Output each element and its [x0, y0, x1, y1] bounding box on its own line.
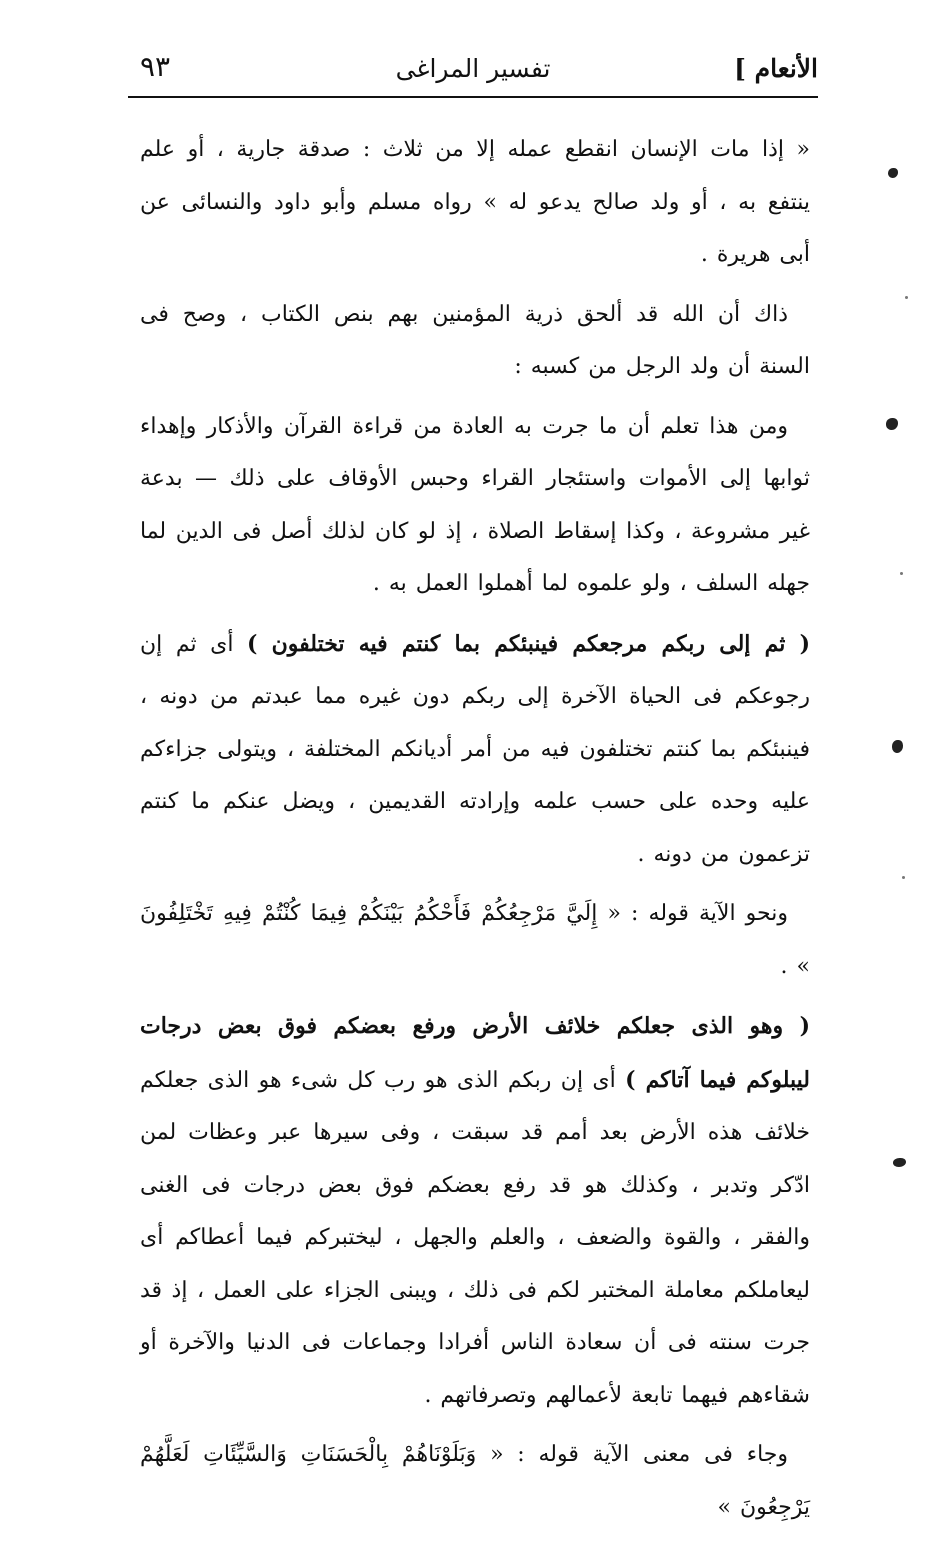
scan-dot — [902, 876, 905, 879]
header-divider — [128, 96, 818, 98]
paragraph-text: وجاء فى معنى الآية قوله : « وَبَلَوْنَاهُمْ بِالْحَسَنَاتِ وَالسَّيِّئَاتِ لَعَلَّهُمْ يَرْجِعُونَ » — [140, 1442, 810, 1520]
paragraph-text: أى إن ربكم الذى هو رب كل شىء هو الذى جعلكم خلائف هذه الأرض بعد أمم قد سبقت ، وفى سيرها عبر وعظات لمن ادّكر وتدبر ، وكذلك هو قد رفع بعضكم فوق بعض درجات فى الغنى والفقر ، والقوة والضعف ، والعلم والجهل ، ليختبركم فيما أعطاكم أى ليعاملكم معاملة المختبر لكم فى ذلك ، ويبنى الجزاء على العمل ، إذ قد جرت سنته فى أن سعادة الناس أفرادا وجماعات فى الدنيا والآخرة أو شقاءهم فيهما تابعة لأعمالهم وتصرفاتهم . — [140, 1067, 810, 1408]
paragraph-innovation — [140, 401, 810, 611]
paragraph-text: أى ثم إن رجوعكم فى الحياة الآخرة إلى ربكم دون غيره مما عبدتم من دونه ، فينبئكم بما كنتم تختلفون فيه من أمر أديانكم المختلفة ، ويتولى جزاءكم عليه وحده على حسب علمه وإرادته القديمين ، ويضل عنكم ما كنتم تزعمون من دونه . — [140, 631, 810, 867]
page-header — [128, 48, 818, 92]
quoted-verse: ( ثم إلى ربكم مرجعكم فينبئكم بما كنتم فيه تختلفون ) — [247, 630, 810, 657]
page-body — [140, 124, 810, 1541]
book-title: تفسير المراغى — [395, 54, 551, 83]
scan-dot — [900, 572, 903, 575]
paragraph-meaning — [140, 1429, 810, 1534]
scan-speck — [888, 168, 898, 178]
scan-speck — [886, 418, 898, 430]
paragraph-similar-verse — [140, 888, 810, 993]
paragraph-successors — [140, 1000, 810, 1422]
page-number: ٩٣ — [140, 50, 171, 83]
paragraph-hadith — [140, 124, 810, 282]
paragraph-text: « إذا مات الإنسان انقطع عمله إلا من ثلاث : صدقة جارية ، أو علم ينتفع به ، أو ولد صالح يدعو له » رواه مسلم وأبو داود والنسائى عن أبى هريرة . — [140, 137, 810, 267]
scan-speck — [892, 740, 903, 753]
scan-speck — [893, 1158, 906, 1167]
quoted-verse: ( وهو الذى جعلكم خلائف الأرض ورفع بعضكم فوق بعض درجات ليبلوكم فيما آتاكم ) — [140, 1013, 810, 1093]
paragraph-return-to-lord — [140, 618, 810, 882]
surah-name: الأنعام ] — [734, 54, 818, 83]
scan-dot — [905, 296, 908, 299]
paragraph-progeny — [140, 289, 810, 394]
paragraph-text: ذاك أن الله قد ألحق ذرية المؤمنين بهم بنص الكتاب ، وصح فى السنة أن ولد الرجل من كسبه : — [140, 301, 810, 379]
paragraph-text: ونحو الآية قوله : « إِلَيَّ مَرْجِعُكُمْ فَأَحْكُمُ بَيْنَكُمْ فِيمَا كُنْتُمْ فِيهِ تَخْتَلِفُونَ » . — [140, 901, 810, 979]
paragraph-text: ومن هذا تعلم أن ما جرت به العادة من قراءة القرآن والأذكار وإهداء ثوابها إلى الأموات واستئجار القراء وحبس الأوقاف على ذلك — بدعة غير مشروعة ، وكذا إسقاط الصلاة ، إذ لو كان لذلك أصل فى الدين لما جهله السلف ، ولو علموه لما أهملوا العمل به . — [140, 413, 810, 596]
